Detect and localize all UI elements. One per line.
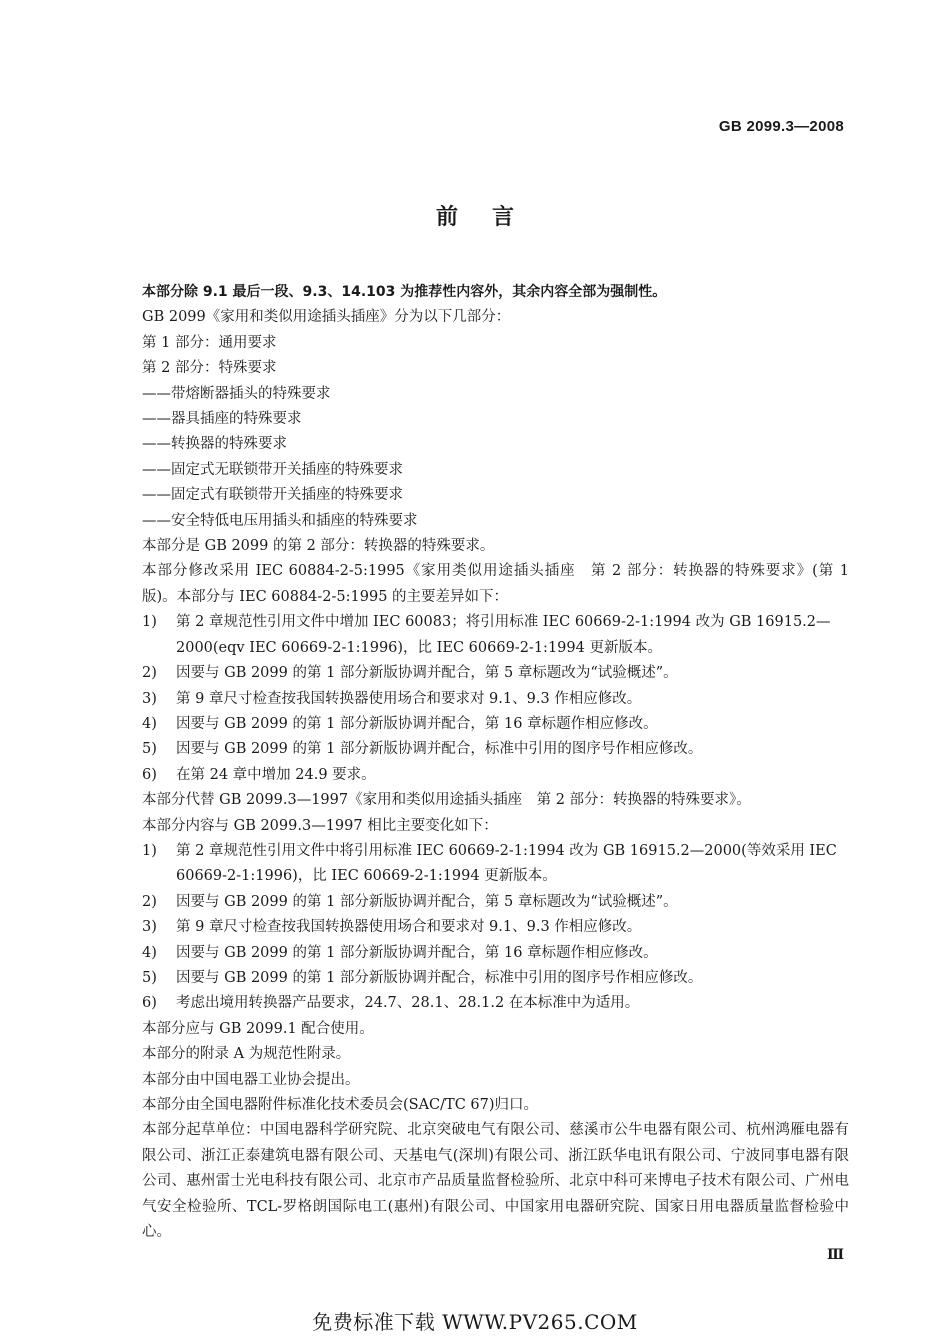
list-item [119,915,849,940]
paragraph: 本部分修改采用 IEC 60884-2-5:1995《家用类似用途插头插座 第 2 部分：转换器的特殊要求》(第 1 版)。本部分与 IEC 60884-2-5:1995 的主要差异如下： [142,563,849,605]
list-number: 1) [142,614,157,631]
list-text: 考虑出境用转换器产品要求，24.7、28.1、28.1.2 在本标准中为适用。 [176,995,640,1012]
list-text: 第 2 章规范性引用文件中将引用标准 IEC 60669-2-1:1994 改为 GB 16915.2—2000(等效采用 IEC 60669-2-1:1996)，比 IEC 60669-2-1:1994 更新版本。 [176,842,837,885]
paragraph: 本部分除 9.1 最后一段、9.3、14.103 为推荐性内容外，其余内容全部为强制性。 [142,284,667,300]
list-number: 2) [142,893,157,910]
paragraph: 本部分是 GB 2099 的第 2 部分：转换器的特殊要求。 [142,538,495,555]
list-item [119,966,849,991]
drafting-units: 本部分起草单位：中国电器科学研究院、北京突破电气有限公司、慈溪市公牛电器有限公司、杭州鸿雁电器有限公司、浙江正泰建筑电器有限公司、天基电气(深圳)有限公司、浙江跃华电讯有限公司、宁波同事电器有限公司、惠州雷士光电科技有限公司、北京市产品质量监督检验所、北京中科可来博电子技术有限公司、广州电气安全检验所、TCL-罗格朗国际电工(惠州)有限公司、中国家用电器研究院、国家日用电器质量监督检验中心。 [142,1122,849,1241]
list-item [119,991,849,1016]
list-number: 1) [142,842,157,859]
paragraph: 第 2 部分：特殊要求 [142,360,277,377]
paragraph: ——固定式有联锁带开关插座的特殊要求 [142,487,403,504]
paragraph: 本部分由中国电器工业协会提出。 [142,1071,360,1088]
paragraph: 本部分应与 GB 2099.1 配合使用。 [142,1020,374,1037]
paragraph: 本部分的附录 A 为规范性附录。 [142,1046,351,1063]
document-body [119,280,849,1245]
list-item [119,661,849,686]
list-item [119,763,849,788]
list-text: 第 9 章尺寸检查按我国转换器使用场合和要求对 9.1、9.3 作相应修改。 [176,690,642,707]
list-text: 第 2 章规范性引用文件中增加 IEC 60083；将引用标准 IEC 60669-2-1:1994 改为 GB 16915.2—2000(eqv IEC 60669-2-1:1996)，比 IEC 60669-2-1:1994 更新版本。 [176,614,831,656]
footer-watermark: 免费标准下载 WWW.PV265.COM [312,1310,638,1334]
list-number: 2) [142,665,157,682]
changes-list [119,839,849,1017]
page-title: 前言 [435,205,548,230]
list-item [119,712,849,737]
list-item [119,839,849,890]
list-text: 因要与 GB 2099 的第 1 部分新版协调并配合，第 16 章标题作相应修改。 [176,715,658,732]
paragraph: ——带熔断器插头的特殊要求 [142,385,331,402]
list-text: 第 9 章尺寸检查按我国转换器使用场合和要求对 9.1、9.3 作相应修改。 [176,919,642,936]
list-number: 4) [142,715,157,732]
list-number: 4) [142,944,157,961]
paragraph: 本部分由全国电器附件标准化技术委员会(SAC/TC 67)归口。 [142,1097,539,1113]
standard-number: GB 2099.3—2008 [718,118,844,135]
list-text: 在第 24 章中增加 24.9 要求。 [176,766,376,783]
list-number: 5) [142,741,157,758]
paragraph: ——器具插座的特殊要求 [142,411,302,428]
list-item [119,890,849,915]
page-number: Ⅲ [826,1247,844,1263]
list-item [119,941,849,966]
list-number: 6) [142,995,157,1012]
list-item [119,737,849,762]
list-text: 因要与 GB 2099 的第 1 部分新版协调并配合，第 5 章标题改为“试验概述”。 [176,665,678,682]
list-text: 因要与 GB 2099 的第 1 部分新版协调并配合，标准中引用的图序号作相应修改。 [176,741,703,758]
list-item [119,687,849,712]
paragraph: ——转换器的特殊要求 [142,436,287,453]
paragraph: 本部分内容与 GB 2099.3—1997 相比主要变化如下： [142,817,498,834]
list-text: 因要与 GB 2099 的第 1 部分新版协调并配合，第 5 章标题改为“试验概述”。 [176,893,678,910]
list-text: 因要与 GB 2099 的第 1 部分新版协调并配合，第 16 章标题作相应修改。 [176,944,658,961]
list-text: 因要与 GB 2099 的第 1 部分新版协调并配合，标准中引用的图序号作相应修改。 [176,969,703,986]
list-item [119,610,849,661]
list-number: 6) [142,766,157,783]
paragraph: GB 2099《家用和类似用途插头插座》分为以下几部分： [142,309,511,326]
paragraph: 本部分代替 GB 2099.3—1997《家用和类似用途插头插座 第 2 部分：转换器的特殊要求》。 [142,792,751,809]
list-number: 3) [142,919,157,936]
paragraph: ——安全特低电压用插头和插座的特殊要求 [142,512,418,529]
list-number: 5) [142,969,157,986]
difference-list [119,610,849,788]
list-number: 3) [142,690,157,707]
paragraph: ——固定式无联锁带开关插座的特殊要求 [142,461,403,478]
paragraph: 第 1 部分：通用要求 [142,334,277,351]
